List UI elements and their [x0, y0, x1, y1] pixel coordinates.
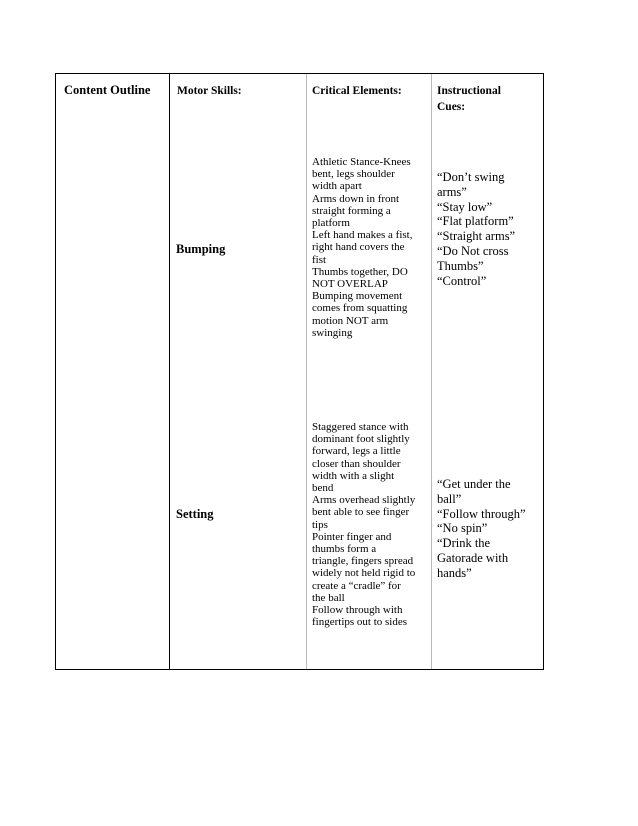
critical-elements-setting: Staggered stance with dominant foot slightly forward, legs a little closer than shoulder width with a slight bend Arms overhead slightly bent able to see finger tips Pointer finger and thumbs form a triangle, fingers spread widely not held rigid to create a “cradle” for the ball Follow through with fingertips out to sides [312, 421, 416, 629]
header-motor-skills: Motor Skills: [177, 85, 242, 97]
header-critical-elements: Critical Elements: [312, 85, 402, 97]
cues-bumping: “Don’t swing arms” “Stay low” “Flat platform” “Straight arms” “Do Not cross Thumbs” “Control” [437, 170, 516, 288]
critical-elements-bumping: Athletic Stance-Knees bent, legs shoulder width apart Arms down in front straight forming a platform Left hand makes a fist, right hand covers the fist Thumbs together, DO NOT OVERLAP Bumping movement comes from squatting motion NOT arm swinging [312, 156, 413, 339]
cues-setting: “Get under the ball” “Follow through” “No spin” “Drink the Gatorade with hands” [437, 477, 526, 580]
header-instructional-cues: Instructional Cues: [437, 85, 501, 113]
column-divider [431, 74, 432, 669]
skill-setting: Setting [176, 507, 214, 521]
column-divider [306, 74, 307, 669]
lesson-table [55, 73, 544, 670]
skill-bumping: Bumping [176, 242, 226, 256]
header-content-outline: Content Outline [64, 83, 151, 97]
column-divider [169, 74, 170, 669]
